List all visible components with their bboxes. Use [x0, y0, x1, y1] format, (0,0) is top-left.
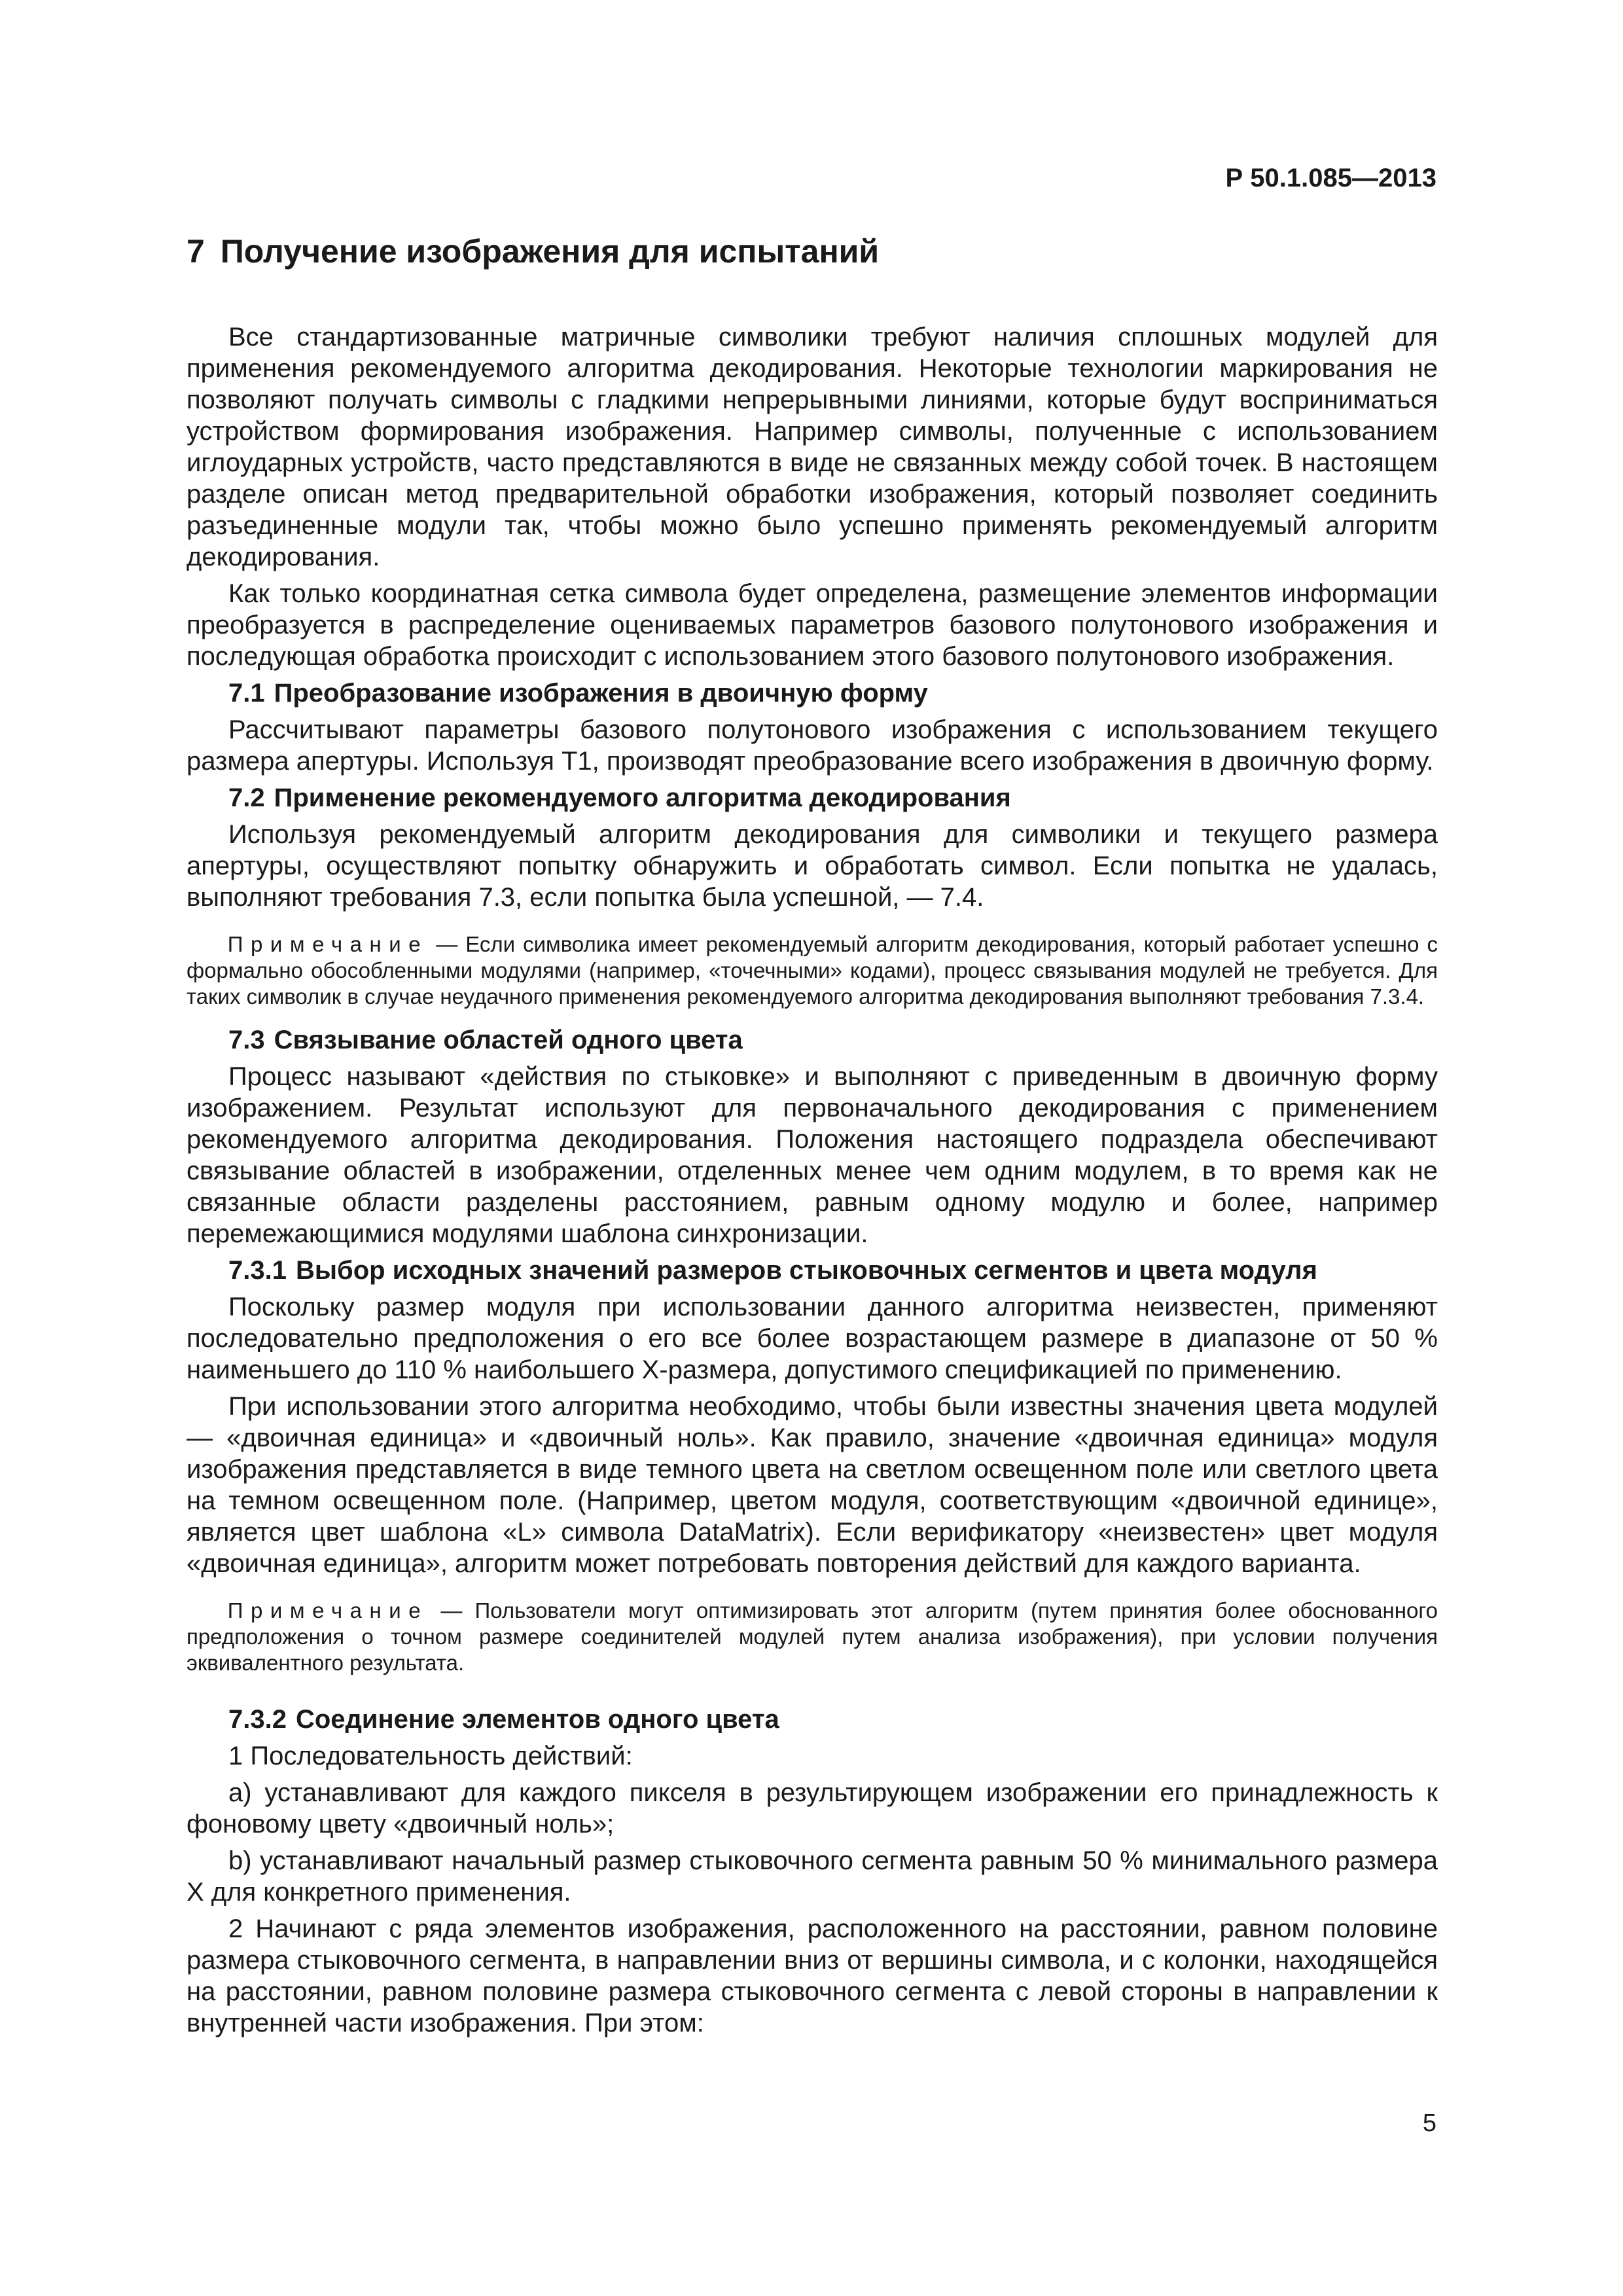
subsection-7-3-1-text-2: При использовании этого алгоритма необходимо, чтобы были известны значения цвета модулей — «двоичная единица» и «двоичный ноль». Как правило, значение «двоичная единица» модуля изображения представляется в виде темного цвета на светлом освещенном поле или светлого цвета на темном освещенном поле. (Например, цветом модуля, соответствующим «двоичной единице», является цвет шаблона «L» символа DataMatrix). Если верификатору «неизвестен» цвет модуля «двоичная единица», алгоритм может потребовать повторения действий для каждого варианта. — [187, 1392, 1438, 1578]
subsection-7-3-heading — [187, 1024, 1438, 1056]
subsection-title: Преобразование изображения в двоичную форму — [274, 679, 928, 708]
section-number: 7 — [187, 233, 205, 270]
intro-paragraph-2: Как только координатная сетка символа будет определена, размещение элементов информации преобразуется в распределение оцениваемых параметров базового полутонового изображения и последующая обработка происходит с использованием этого базового полутонового изображения. — [187, 579, 1438, 671]
section-heading — [187, 232, 1438, 270]
subsection-7-3-2-heading — [187, 1704, 1438, 1735]
subsection-7-3-text: Процесс называют «действия по стыковке» и выполняют с приведенным в двоичную форму изображением. Результат используют для первоначального декодирования с применением рекомендуемого алгоритма декодирования. Положения настоящего подраздела обеспечивают связывание областей в изображении, отделенных менее чем одним модулем, в то время как не связанные области разделены расстоянием, равным одному модулю и более, например перемежающимися модулями шаблона синхронизации. — [187, 1062, 1438, 1248]
subsection-number: 7.3.1 — [228, 1256, 287, 1285]
subsection-title: Выбор исходных значений размеров стыковочных сегментов и цвета модуля — [295, 1256, 1317, 1285]
subsection-number: 7.3 — [228, 1026, 265, 1054]
list-item-1: 1 Последовательность действий: — [228, 1742, 633, 1770]
list-item-a: a) устанавливают для каждого пикселя в результирующем изображении его принадлежность к фоновому цвету «двоичный ноль»; — [187, 1778, 1438, 1839]
note-label: Примечание — [227, 932, 429, 956]
note-7-3-1 — [187, 1598, 1438, 1676]
subsection-title: Связывание областей одного цвета — [274, 1026, 743, 1054]
list-item-2: 2 Начинают с ряда элементов изображения, расположенного на расстоянии, равном половине размера стыковочного сегмента, в направлении вниз от вершины символа, и с колонки, находящейся на расстоянии, равном половине размера стыковочного сегмента с левой стороны в направлении к внутренней части изображения. При этом: — [187, 1914, 1438, 2037]
document-code: Р 50.1.085—2013 — [1225, 164, 1436, 192]
subsection-7-3-1-heading — [187, 1255, 1438, 1286]
subsection-number: 7.1 — [228, 679, 265, 708]
subsection-7-2-heading — [187, 782, 1438, 814]
intro-paragraph-1: Все стандартизованные матричные символики требуют наличия сплошных модулей для применения рекомендуемого алгоритма декодирования. Некоторые технологии маркирования не позволяют получать символы с гладкими непрерывными линиями, которые будут восприниматься устройством формирования изображения. Например символы, полученные с использованием иглоударных устройств, часто представляются в виде не связанных между собой точек. В настоящем разделе описан метод предварительной обработки изображения, который позволяет соединить разъединенные модули так, чтобы можно было успешно применять рекомендуемый алгоритм декодирования. — [187, 323, 1438, 571]
note-text: — Пользователи могут оптимизировать этот алгоритм (путем принятия более обоснованного предположения о точном размере соединителей модулей путем анализа изображения), при условии получения эквивалентного результата. — [187, 1598, 1438, 1675]
page-number: 5 — [1422, 2109, 1436, 2137]
subsection-title: Соединение элементов одного цвета — [295, 1705, 779, 1734]
page-content — [187, 232, 1438, 2044]
subsection-7-1-heading — [187, 677, 1438, 709]
list-item-b: b) устанавливают начальный размер стыковочного сегмента равным 50 % минимального размера Х для конкретного применения. — [187, 1846, 1438, 1907]
note-text: — Если символика имеет рекомендуемый алгоритм декодирования, который работает успешно с формально обособленными модулями (например, «точечными» кодами), процесс связывания модулей не требуется. Для таких символик в случае неудачного применения рекомендуемого алгоритма декодирования выполняют требования 7.3.4. — [187, 932, 1438, 1009]
note-label: Примечание — [227, 1598, 429, 1623]
subsection-title: Применение рекомендуемого алгоритма декодирования — [274, 783, 1011, 812]
subsection-7-1-text: Рассчитывают параметры базового полутонового изображения с использованием текущего размера апертуры. Используя Т1, производят преобразование всего изображения в двоичную форму. — [187, 715, 1438, 776]
note-7-2 — [187, 931, 1438, 1010]
subsection-number: 7.2 — [228, 783, 265, 812]
subsection-7-2-text: Используя рекомендуемый алгоритм декодирования для символики и текущего размера апертуры, осуществляют попытку обнаружить и обработать символ. Если попытка не удалась, выполняют требования 7.3, если попытка была успешной, — 7.4. — [187, 820, 1438, 912]
subsection-number: 7.3.2 — [228, 1705, 287, 1734]
subsection-7-3-1-text-1: Поскольку размер модуля при использовании данного алгоритма неизвестен, применяют последовательно предположения о его все более возрастающем размере в диапазоне от 50 % наименьшего до 110 % наибольшего Х-размера, допустимого спецификацией по применению. — [187, 1293, 1438, 1384]
section-title: Получение изображения для испытаний — [220, 233, 880, 270]
